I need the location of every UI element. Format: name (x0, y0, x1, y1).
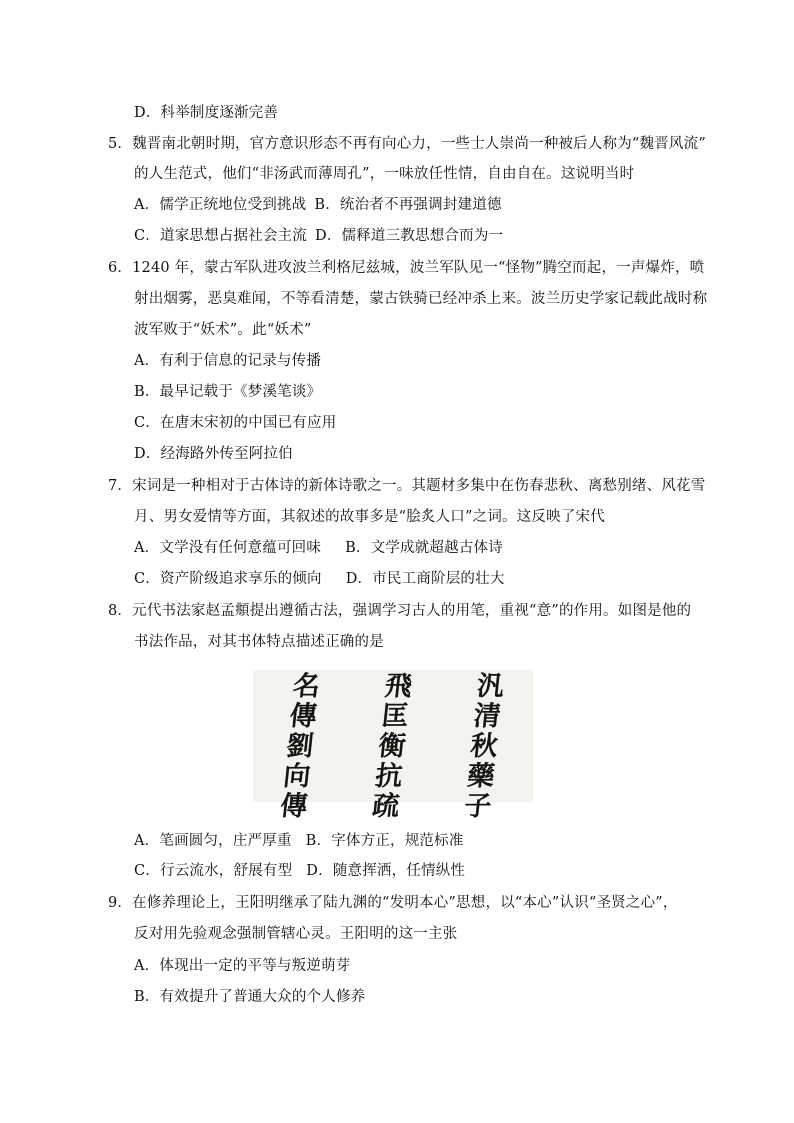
q5-option-a: A．儒学正统地位受到挑战 (134, 197, 307, 213)
q6-stem-line1: 6．1240 年，蒙古军队进攻波兰利格尼兹城，波兰军队见一“怪物”腾空而起，一声爆炸，喷 (108, 260, 705, 276)
calligraphy-char: 匡 (380, 701, 411, 732)
q7-option-d: D．市民工商阶层的壮大 (345, 571, 505, 587)
q9-stem-line1: 9．在修养理论上，王阳明继承了陆九渊的“发明本心”思想，以“本心”认识“圣贤之心”， (108, 895, 678, 911)
q6-option-a: A．有利于信息的记录与传播 (134, 353, 322, 369)
q5-option-c: C．道家思想占据社会主流 (134, 228, 307, 244)
q8-option-c: C．行云流水，舒展有型 (134, 863, 293, 879)
calligraphy-column-middle (349, 672, 435, 822)
q6-option-b: B．最早记载于《梦溪笔谈》 (134, 384, 322, 400)
q5-option-b: B．统治者不再强调封建道德 (314, 197, 502, 213)
calligraphy-char: 向 (281, 761, 313, 792)
q7-stem-line1: 7．宋词是一种相对于古体诗的新体诗歌之一。其题材多集中在伤春悲秋、离愁别绪、风花雪 (108, 478, 706, 494)
calligraphy-char: 清 (472, 701, 503, 732)
calligraphy-char: 藥 (465, 761, 497, 792)
calligraphy-char: 疏 (370, 791, 401, 822)
q7-stem-line2: 月、男女爱情等方面，其叙述的故事多是“脍炙人口”之词。这反映了宋代 (134, 509, 605, 525)
q8-option-a: A．笔画圆匀，庄严厚重 (134, 833, 292, 849)
q7-option-b: B．文学成就超越古体诗 (345, 540, 503, 556)
q4-option-d: D．科举制度逐渐完善 (134, 105, 279, 121)
calligraphy-char: 飛 (383, 671, 414, 702)
calligraphy-char: 汎 (475, 671, 506, 702)
calligraphy-image (253, 670, 533, 822)
q6-option-d: D．经海路外传至阿拉伯 (134, 446, 293, 462)
q6-option-c: C．在唐末宋初的中国已有应用 (134, 415, 337, 431)
q7-options-row2 (134, 569, 505, 589)
q8-option-b: B．字体方正，规范标准 (305, 833, 464, 849)
calligraphy-column-right (441, 672, 527, 822)
q5-stem-line1: 5．魏晋南北朝时期，官方意识形态不再有向心力，一些士人崇尚一种被后人称为“魏晋风流” (108, 136, 706, 152)
q7-options-row1 (134, 538, 503, 558)
q5-options-row2 (134, 226, 503, 246)
calligraphy-char: 抗 (373, 761, 405, 792)
calligraphy-column-left (257, 672, 343, 822)
q7-option-c: C．资产阶级追求享乐的倾向 (134, 571, 322, 587)
q8-options-row1 (134, 831, 464, 851)
q5-option-d: D．儒释道三教思想合而为一 (315, 228, 504, 244)
q8-stem-line1: 8．元代书法家赵孟頫提出遵循古法，强调学习古人的用笔，重视“意”的作用。如图是他的 (108, 603, 692, 619)
q5-options-row1 (134, 195, 502, 215)
q6-stem-line2: 射出烟雾，恶臭难闻，不等看清楚，蒙古铁骑已经冲杀上来。波兰历史学家记载此战时称 (134, 291, 708, 307)
q8-stem-line2: 书法作品，对其书体特点描述正确的是 (134, 634, 384, 650)
q5-stem-line2: 的人生范式，他们“非汤武而薄周孔”，一味放任性情，自由自在。这说明当时 (134, 166, 635, 182)
q8-options-row2 (134, 861, 465, 881)
q6-stem-line3: 波军败于“妖术”。此“妖术” (134, 322, 312, 338)
calligraphy-char: 衡 (376, 731, 408, 762)
calligraphy-char: 秋 (468, 731, 500, 762)
q8-option-d: D．随意挥洒，任情纵性 (306, 863, 466, 879)
q9-option-a: A．体现出一定的平等与叛逆萌芽 (134, 958, 351, 974)
calligraphy-char: 傳 (288, 701, 319, 732)
q7-option-a: A．文学没有任何意蕴可回味 (134, 540, 322, 556)
calligraphy-char: 名 (291, 671, 322, 702)
calligraphy-char: 劉 (284, 731, 316, 762)
q9-stem-line2: 反对用先验观念强制管辖心灵。王阳明的这一主张 (134, 926, 458, 942)
q9-option-b: B．有效提升了普通大众的个人修养 (134, 989, 366, 1005)
calligraphy-char: 子 (462, 791, 493, 822)
calligraphy-char: 傳 (278, 791, 309, 822)
